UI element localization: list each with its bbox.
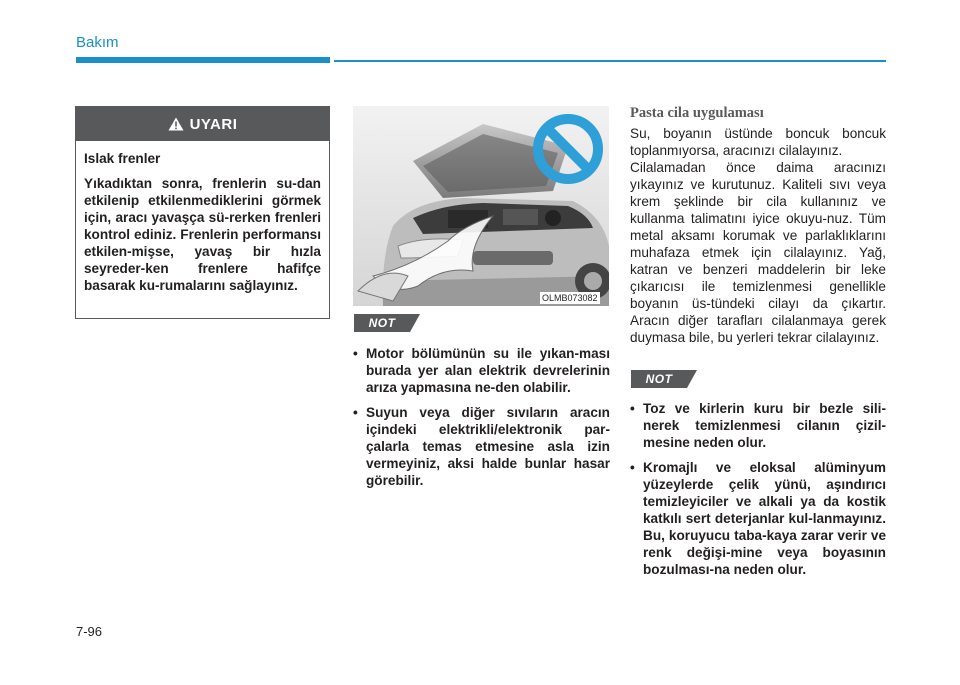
note-badge: [631, 370, 687, 388]
paragraph-1: Su, boyanın üstünde boncuk boncuk toplanmıyorsa, aracınızı cilalayınız.: [630, 126, 886, 158]
note-badge-label: NOT: [368, 316, 396, 330]
section-title: Bakım: [76, 34, 119, 51]
warning-title: UYARI: [189, 115, 238, 133]
list-item: • Suyun veya diğer sıvıların aracın içindeki elektrikli/elektronik par-çalarla temas etmesine asla izin vermeyiniz, aksi halde bunlar hasar görebilir.: [353, 404, 610, 489]
note-list-1: [353, 345, 610, 497]
section-heading: Pasta cila uygulaması: [630, 105, 764, 121]
note-badge-label: NOT: [645, 372, 673, 386]
warning-text: Yıkadıktan sonra, frenlerin su-dan etkilenip etkilenmediklerini görmek için, aracı yavaşça sü-rerken frenleri kontrol ediniz. Frenlerin performansı etkilen-mişse, yavaş bir hızla seyreder-ken frenlere hafifçe basarak ku-rumalarını sağlayınız.: [84, 176, 321, 293]
warning-triangle-icon: [168, 117, 184, 131]
warning-header: [76, 107, 329, 141]
note-badge: [354, 314, 410, 332]
header-rule-thick: [76, 57, 330, 63]
warning-subtitle: Islak frenler: [84, 151, 161, 166]
section-paragraph: [630, 125, 886, 346]
prohibited-sign-icon: [531, 112, 605, 186]
note-list-2: [630, 400, 886, 586]
paragraph-2: Cilalamadan önce daima aracınızı yıkayınız ve kurutunuz. Kaliteli sıvı veya krem şeklinde bir cila kullanınız ve kullanma talimatını iyice okuyu-nuz. Tüm metal aksamı korumak ve parlaklıklarını muhafaza etmek için cilalayınız. Yağ, katran ve benzeri maddelerin bir leke çıkarıcısı ile temizlenmesi genellikle boyanın üs-tündeki cilayı da çıkartır. Aracın diğer tarafları cilalanmaya gerek duymasa bile, bu yerleri tekrar cilalayınız.: [630, 160, 886, 345]
list-item: • Toz ve kirlerin kuru bir bezle sili-nerek temizlenmesi cilanın çizil-mesine neden olur.: [630, 400, 886, 451]
car-wash-illustration: [353, 106, 609, 306]
warning-box: [75, 106, 330, 319]
header-rule-thin: [334, 60, 886, 62]
list-item: • Motor bölümünün su ile yıkan-ması burada yer alan elektrik devrelerinin arıza yapmasına ne-den olabilir.: [353, 345, 610, 396]
figure-caption: OLMB073082: [542, 293, 598, 303]
list-item: • Kromajlı ve eloksal alüminyum yüzeylerde çelik yünü, aşındırıcı temizleyiciler ve alkali ya da kostik katkılı sert deterjanlar kul-lanmayınız. Bu, koruyucu taba-kaya zarar verir ve renk değişi-mine veya boyasının bozulması-na neden olur.: [630, 459, 886, 578]
page-number: 7-96: [76, 624, 103, 639]
